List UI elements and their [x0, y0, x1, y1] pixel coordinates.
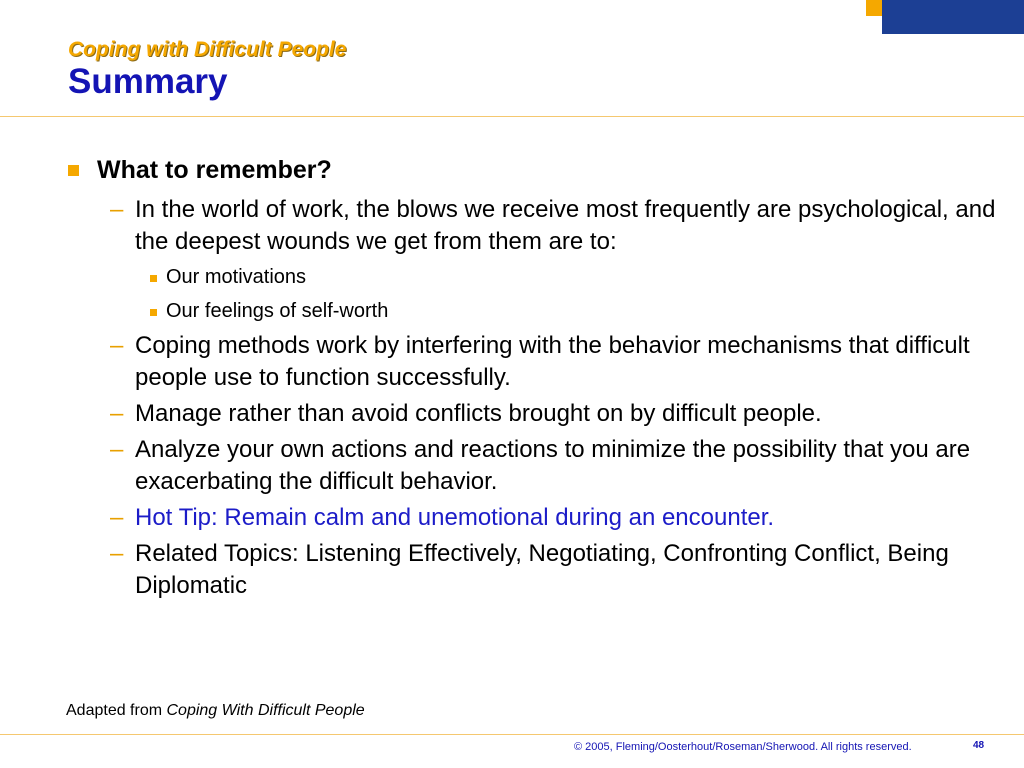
list-item-text: Coping methods work by interfering with the behavior mechanisms that difficult people use to function successfully.: [135, 332, 970, 391]
slide-subtitle: Coping with Difficult People: [68, 38, 347, 61]
source-prefix: Adapted from: [66, 702, 167, 719]
corner-accent-orange: [866, 0, 882, 16]
header-divider: [0, 116, 1024, 117]
slide-title: Summary: [68, 62, 228, 101]
corner-accent-blue: [882, 0, 1024, 34]
dash-bullet: –: [110, 400, 124, 427]
list-item-text: In the world of work, the blows we receive most frequently are psychological, and the deepest wounds we get from them are to:: [135, 196, 996, 255]
square-bullet-icon: [68, 165, 79, 176]
list-item: [66, 194, 996, 258]
sub-list-item: [66, 296, 996, 326]
source-title: Coping With Difficult People: [166, 702, 365, 719]
page-number: 48: [973, 740, 985, 751]
sub-list-item: [66, 262, 996, 292]
hot-tip-item: [66, 502, 996, 534]
list-item-text: Related Topics: Listening Effectively, Negotiating, Confronting Conflict, Being Diplomatic: [135, 540, 949, 599]
square-bullet-icon: [150, 275, 157, 282]
title-block: [68, 37, 346, 101]
sub-list-item-text: Our feelings of self-worth: [166, 300, 389, 322]
dash-bullet: –: [110, 436, 124, 463]
list-item: [66, 330, 996, 394]
main-bullet: [66, 150, 996, 190]
hot-tip-text: Hot Tip: Remain calm and unemotional during an encounter.: [135, 504, 775, 531]
footer-divider: [0, 734, 1024, 735]
list-item: [66, 434, 996, 498]
slide-content: [66, 150, 996, 602]
copyright-notice: © 2005, Fleming/Oosterhout/Roseman/Sherwood. All rights reserved.: [574, 741, 912, 753]
dash-bullet: –: [110, 332, 124, 359]
main-bullet-text: What to remember?: [97, 156, 332, 184]
list-item-text: Manage rather than avoid conflicts brought on by difficult people.: [135, 400, 822, 427]
dash-bullet: –: [110, 196, 124, 223]
source-note: [66, 700, 365, 722]
dash-bullet: –: [110, 504, 124, 531]
list-item: [66, 538, 996, 602]
list-item-text: Analyze your own actions and reactions to minimize the possibility that you are exacerbating the difficult behavior.: [135, 436, 971, 495]
sub-list-item-text: Our motivations: [166, 266, 307, 288]
dash-bullet: –: [110, 540, 124, 567]
list-item: [66, 398, 996, 430]
square-bullet-icon: [150, 309, 157, 316]
